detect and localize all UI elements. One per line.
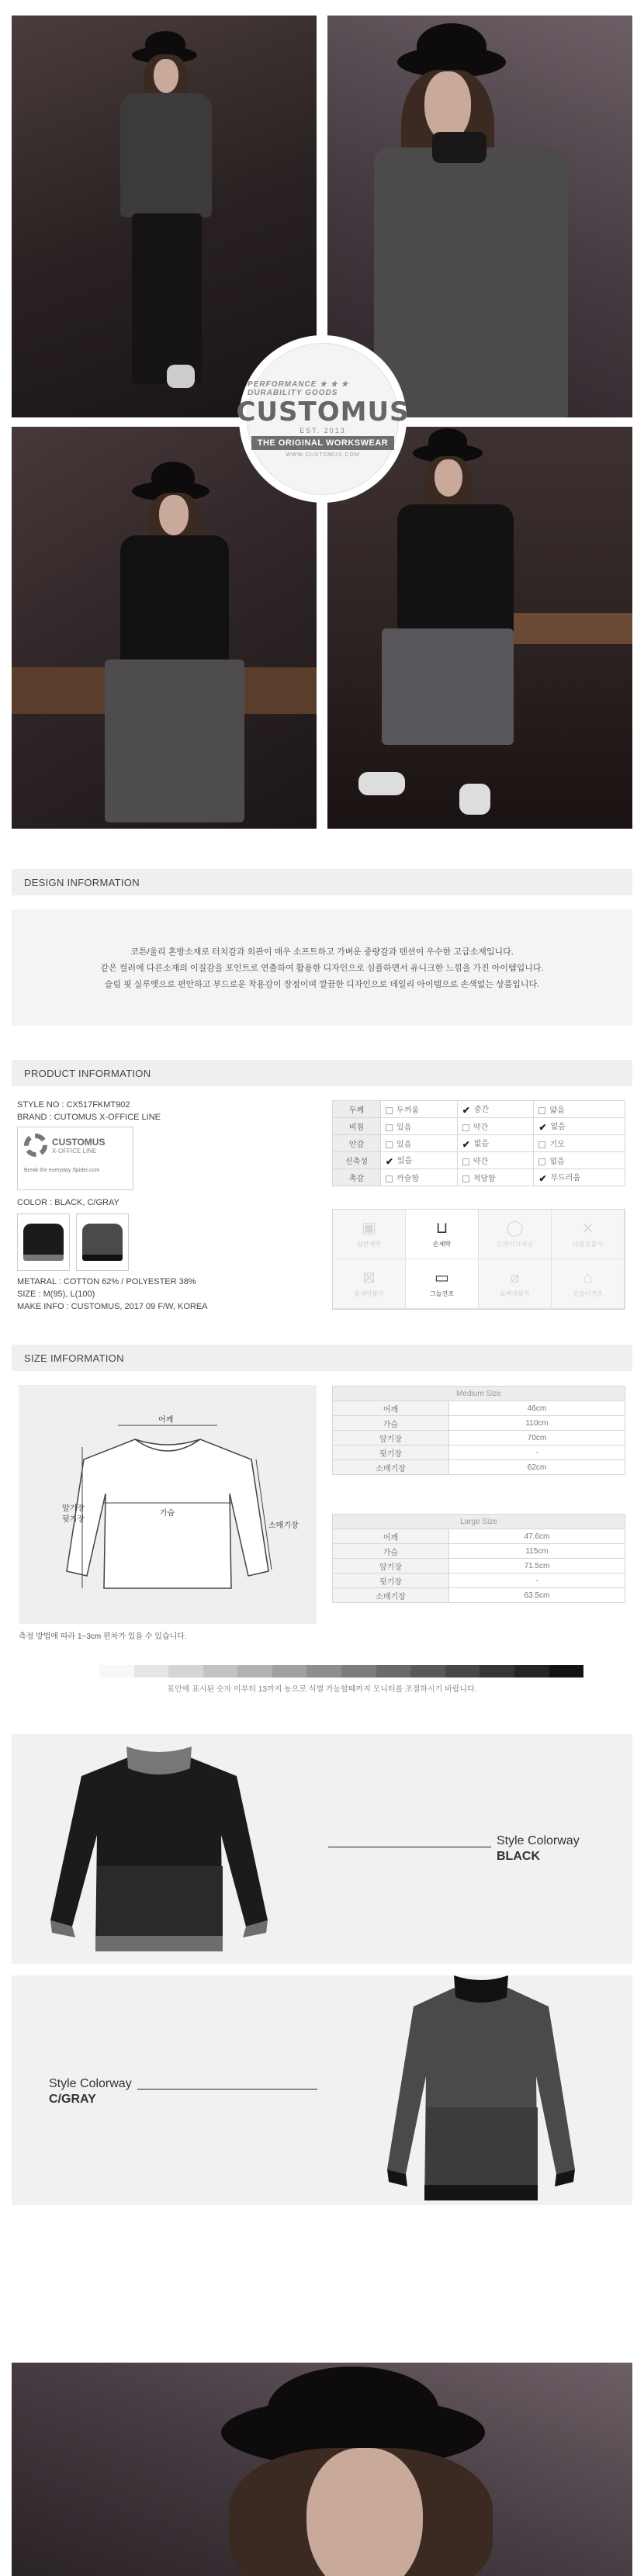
table-row bbox=[333, 1544, 625, 1559]
table-row bbox=[333, 1588, 625, 1603]
size-measure-value: 62cm bbox=[449, 1460, 625, 1475]
gray-scale-step bbox=[272, 1665, 307, 1678]
gray-scale-step bbox=[134, 1665, 169, 1678]
gray-scale-step bbox=[480, 1665, 514, 1678]
colorway-rule bbox=[137, 2089, 317, 2090]
care-label: 일반세탁 bbox=[357, 1240, 381, 1248]
attribute-option bbox=[381, 1118, 458, 1135]
colorway-title bbox=[49, 2076, 132, 2107]
product-info-heading: PRODUCT INFORMATION bbox=[12, 1060, 632, 1086]
checkbox-icon bbox=[538, 1107, 545, 1114]
product-info-left bbox=[17, 1099, 312, 1313]
size-measure-label: 뒷기장 bbox=[333, 1574, 449, 1588]
gray-scale-step bbox=[549, 1665, 584, 1678]
table-row bbox=[333, 1559, 625, 1574]
design-line: 슬림 핏 실루엣으로 편안하고 부드로운 착용감이 장점이며 깔끔한 디자인으로 데일리 아이템으로 손색없는 상품입니다. bbox=[104, 980, 540, 989]
attribute-row bbox=[333, 1101, 625, 1118]
dry-clean-icon: ◯ bbox=[506, 1219, 524, 1237]
design-info-box bbox=[12, 909, 632, 1026]
attribute-option-label: 약간 bbox=[473, 1124, 489, 1132]
logo-top-text: PERFORMANCE ★ ★ ★ DURABILITY GOODS bbox=[248, 380, 349, 397]
attribute-option bbox=[457, 1152, 534, 1169]
swatch-black[interactable] bbox=[17, 1214, 70, 1271]
gray-scale-step bbox=[203, 1665, 238, 1678]
size-diagram bbox=[19, 1385, 317, 1624]
table-row bbox=[333, 1401, 625, 1416]
care-label: 표백제불가 bbox=[500, 1290, 530, 1297]
attribute-option-label: 부드러움 bbox=[550, 1174, 581, 1183]
style-no: STYLE NO : CX517FKMT902 bbox=[17, 1100, 130, 1110]
checkbox-icon bbox=[386, 1175, 393, 1182]
brand-line-logo bbox=[17, 1127, 133, 1190]
attribute-option-label: 까슬함 bbox=[396, 1175, 419, 1183]
checkbox-icon bbox=[386, 1141, 393, 1148]
attribute-option-label: 있음 bbox=[396, 1141, 412, 1149]
attribute-option bbox=[457, 1101, 534, 1118]
attribute-row bbox=[333, 1169, 625, 1186]
attribute-option-label: 적당함 bbox=[473, 1175, 496, 1183]
attribute-option bbox=[457, 1135, 534, 1152]
gray-scale-step bbox=[514, 1665, 549, 1678]
lookbook-photo-3 bbox=[12, 427, 317, 829]
attribute-option bbox=[381, 1169, 458, 1186]
lookbook-photo-4 bbox=[327, 427, 632, 829]
attribute-option bbox=[457, 1169, 534, 1186]
brand-line: BRAND : CUTOMUS X-OFFICE LINE bbox=[17, 1113, 161, 1122]
attribute-label: 신축성 bbox=[333, 1152, 381, 1169]
checkbox-icon bbox=[462, 1158, 469, 1165]
gray-scale-step bbox=[376, 1665, 411, 1678]
diagram-label-shoulder: 어깨 bbox=[158, 1416, 174, 1425]
table-row bbox=[333, 1574, 625, 1588]
hanger-icon: ⌂ bbox=[583, 1269, 593, 1286]
checkmark-icon: ✔ bbox=[462, 1104, 470, 1116]
logo-url: WWW.CUSTOMUS.COM bbox=[286, 452, 360, 458]
attribute-option-label: 없음 bbox=[550, 1123, 566, 1132]
sweater-black-image bbox=[43, 1742, 275, 1959]
attribute-option bbox=[381, 1152, 458, 1169]
lookbook-photo-closeup bbox=[12, 2363, 632, 2576]
diagram-label-back-len: 뒷기장 bbox=[62, 1515, 85, 1524]
color-line: COLOR : BLACK, C/GRAY bbox=[17, 1198, 119, 1207]
checkbox-icon bbox=[386, 1124, 393, 1131]
table-row bbox=[333, 1416, 625, 1431]
attribute-option-label: 얇음 bbox=[549, 1106, 565, 1115]
size-note: 측정 방법에 따라 1~3cm 편차가 있을 수 있습니다. bbox=[19, 1633, 187, 1641]
no-bleach-icon: ⨯ bbox=[581, 1219, 594, 1237]
colorway-label: Style Colorway bbox=[497, 1834, 580, 1847]
no-tumble-dry-icon: ⊠ bbox=[362, 1269, 376, 1286]
care-item bbox=[406, 1259, 479, 1309]
checkbox-icon bbox=[538, 1141, 545, 1148]
gear-icon bbox=[24, 1134, 47, 1157]
design-line: 코튼/울리 혼방소재로 터치감과 외관이 매우 소프트하고 가벼운 중량감과 텐션이 우수한 고급소재입니다. bbox=[130, 947, 514, 957]
colorway-black bbox=[12, 1734, 632, 1964]
gray-scale-step bbox=[306, 1665, 341, 1678]
size-measure-label: 뒷기장 bbox=[333, 1446, 449, 1460]
attribute-option bbox=[457, 1118, 534, 1135]
care-item bbox=[333, 1259, 406, 1309]
brand-logo-name: CUSTOMUS bbox=[52, 1136, 106, 1148]
product-attribute-table bbox=[332, 1100, 625, 1186]
sweater-cgray-image bbox=[384, 1975, 578, 2205]
size-measure-value: 47.6cm bbox=[449, 1529, 625, 1544]
size-measure-label: 가슴 bbox=[333, 1544, 449, 1559]
size-table-caption: Large Size bbox=[333, 1515, 625, 1529]
size-info-heading: SIZE IMFORMATION bbox=[12, 1345, 632, 1371]
attribute-row bbox=[333, 1118, 625, 1135]
checkmark-icon: ✔ bbox=[538, 1172, 547, 1184]
size-measure-label: 어깨 bbox=[333, 1401, 449, 1416]
care-label: 다림질불가 bbox=[573, 1240, 603, 1248]
table-row bbox=[333, 1529, 625, 1544]
brand-logo-badge bbox=[236, 335, 410, 503]
table-row bbox=[333, 1460, 625, 1475]
care-item bbox=[479, 1259, 552, 1309]
attribute-option bbox=[534, 1152, 625, 1169]
gray-scale-step bbox=[237, 1665, 272, 1678]
attribute-label: 두께 bbox=[333, 1101, 381, 1118]
checkbox-icon bbox=[538, 1158, 545, 1165]
care-label: 그늘건조 bbox=[430, 1290, 454, 1297]
checkbox-icon bbox=[386, 1107, 393, 1114]
attribute-option-label: 있음 bbox=[397, 1157, 413, 1166]
attribute-option bbox=[534, 1101, 625, 1118]
attribute-label: 안감 bbox=[333, 1135, 381, 1152]
size-table-medium bbox=[332, 1386, 625, 1475]
size-table-caption-row bbox=[333, 1515, 625, 1529]
diagram-label-front-len: 앞기장 bbox=[62, 1504, 85, 1513]
scale-note: 표안에 표시된 숫자 이부터 13까지 농으로 식별 가능할때까지 모니터를 조절하시기 바랍니다. bbox=[167, 1685, 477, 1694]
size-measure-label: 앞기장 bbox=[333, 1559, 449, 1574]
table-row bbox=[333, 1446, 625, 1460]
care-instructions-grid bbox=[332, 1209, 625, 1310]
checkmark-icon: ✔ bbox=[462, 1138, 470, 1150]
gray-scale-step bbox=[341, 1665, 376, 1678]
attribute-option bbox=[534, 1135, 625, 1152]
size-measure-label: 가슴 bbox=[333, 1416, 449, 1431]
attribute-row bbox=[333, 1135, 625, 1152]
no-iron-icon: ⌀ bbox=[510, 1269, 520, 1286]
attribute-option bbox=[534, 1118, 625, 1135]
swatch-cgray[interactable] bbox=[76, 1214, 129, 1271]
checkbox-icon bbox=[462, 1124, 469, 1131]
colorway-name: BLACK bbox=[497, 1850, 540, 1863]
size-measure-value: 63.5cm bbox=[449, 1588, 625, 1603]
diagram-label-sleeve: 소매기장 bbox=[268, 1522, 299, 1530]
monitor-gray-scale bbox=[99, 1665, 583, 1678]
size-table-caption-row bbox=[333, 1387, 625, 1401]
brand-logo-caption: Break the everyday Spider.com bbox=[24, 1168, 100, 1173]
attribute-label: 비침 bbox=[333, 1118, 381, 1135]
colorway-cgray bbox=[12, 1975, 632, 2205]
attribute-option bbox=[381, 1135, 458, 1152]
color-swatches bbox=[17, 1214, 312, 1271]
care-label: 드라이크리닝 bbox=[497, 1240, 533, 1248]
attribute-option-label: 중간 bbox=[473, 1106, 490, 1115]
size-measure-label: 앞기장 bbox=[333, 1431, 449, 1446]
diagram-label-chest: 가슴 bbox=[160, 1509, 175, 1518]
care-label: 옷걸이건조 bbox=[573, 1290, 603, 1297]
care-item bbox=[552, 1259, 625, 1309]
size-measure-value: - bbox=[449, 1574, 625, 1588]
attribute-row bbox=[333, 1152, 625, 1169]
checkbox-icon bbox=[462, 1175, 469, 1182]
attribute-option bbox=[381, 1101, 458, 1118]
care-item bbox=[333, 1210, 406, 1259]
care-label: 물세탁불가 bbox=[354, 1290, 384, 1297]
attribute-option bbox=[534, 1169, 625, 1186]
attribute-option-label: 두꺼움 bbox=[396, 1106, 419, 1115]
make-info-line: MAKE INFO : CUSTOMUS, 2017 09 F/W, KOREA bbox=[17, 1302, 208, 1311]
size-measure-value: 110cm bbox=[449, 1416, 625, 1431]
size-measure-value: 71.5cm bbox=[449, 1559, 625, 1574]
care-item bbox=[552, 1210, 625, 1259]
design-info-heading: DESIGN INFORMATION bbox=[12, 869, 632, 895]
gray-scale-step bbox=[168, 1665, 203, 1678]
care-label: 손세탁 bbox=[432, 1240, 452, 1248]
attribute-option-label: 있음 bbox=[396, 1124, 412, 1132]
hand-wash-icon: ⊔ bbox=[435, 1219, 448, 1237]
colorway-name: C/GRAY bbox=[49, 2093, 96, 2106]
size-table-large bbox=[332, 1514, 625, 1603]
colorway-label: Style Colorway bbox=[49, 2077, 132, 2090]
size-measure-label: 어깨 bbox=[333, 1529, 449, 1544]
size-measure-value: 46cm bbox=[449, 1401, 625, 1416]
logo-brand: CUSTOMUS bbox=[236, 396, 410, 428]
attribute-option-label: 없음 bbox=[473, 1140, 490, 1149]
gray-scale-step bbox=[445, 1665, 480, 1678]
size-measure-label: 소매기장 bbox=[333, 1588, 449, 1603]
checkmark-icon: ✔ bbox=[538, 1121, 547, 1133]
washer-icon: ▣ bbox=[362, 1219, 376, 1237]
brand-logo-line: X-OFFICE LINE bbox=[52, 1147, 97, 1155]
size-measure-value: 70cm bbox=[449, 1431, 625, 1446]
gray-scale-step bbox=[99, 1665, 134, 1678]
attribute-option-label: 없음 bbox=[549, 1158, 565, 1166]
gray-scale-step bbox=[410, 1665, 445, 1678]
flat-dry-icon: ▭ bbox=[435, 1269, 449, 1286]
design-line: 같은 컬러에 다른소재의 이질감을 포인트로 연출하여 활용한 디자인으로 심플하면서 유니크한 느낌을 가진 아이템입니다. bbox=[100, 964, 544, 973]
material-line: METARAL : COTTON 62% / POLYESTER 38% bbox=[17, 1277, 196, 1286]
attribute-option-label: 약간 bbox=[473, 1158, 489, 1166]
logo-est: EST. 2013 bbox=[299, 427, 346, 435]
size-table-caption: Medium Size bbox=[333, 1387, 625, 1401]
table-row bbox=[333, 1431, 625, 1446]
size-line: SIZE : M(95), L(100) bbox=[17, 1290, 95, 1299]
logo-tagline: THE ORIGINAL WORKSWEAR bbox=[251, 436, 394, 450]
size-measure-value: - bbox=[449, 1446, 625, 1460]
checkmark-icon: ✔ bbox=[386, 1155, 394, 1167]
size-measure-value: 115cm bbox=[449, 1544, 625, 1559]
colorway-title bbox=[497, 1833, 580, 1864]
size-measure-label: 소매기장 bbox=[333, 1460, 449, 1475]
attribute-label: 촉감 bbox=[333, 1169, 381, 1186]
attribute-option-label: 기모 bbox=[549, 1141, 565, 1149]
care-item bbox=[406, 1210, 479, 1259]
care-item bbox=[479, 1210, 552, 1259]
